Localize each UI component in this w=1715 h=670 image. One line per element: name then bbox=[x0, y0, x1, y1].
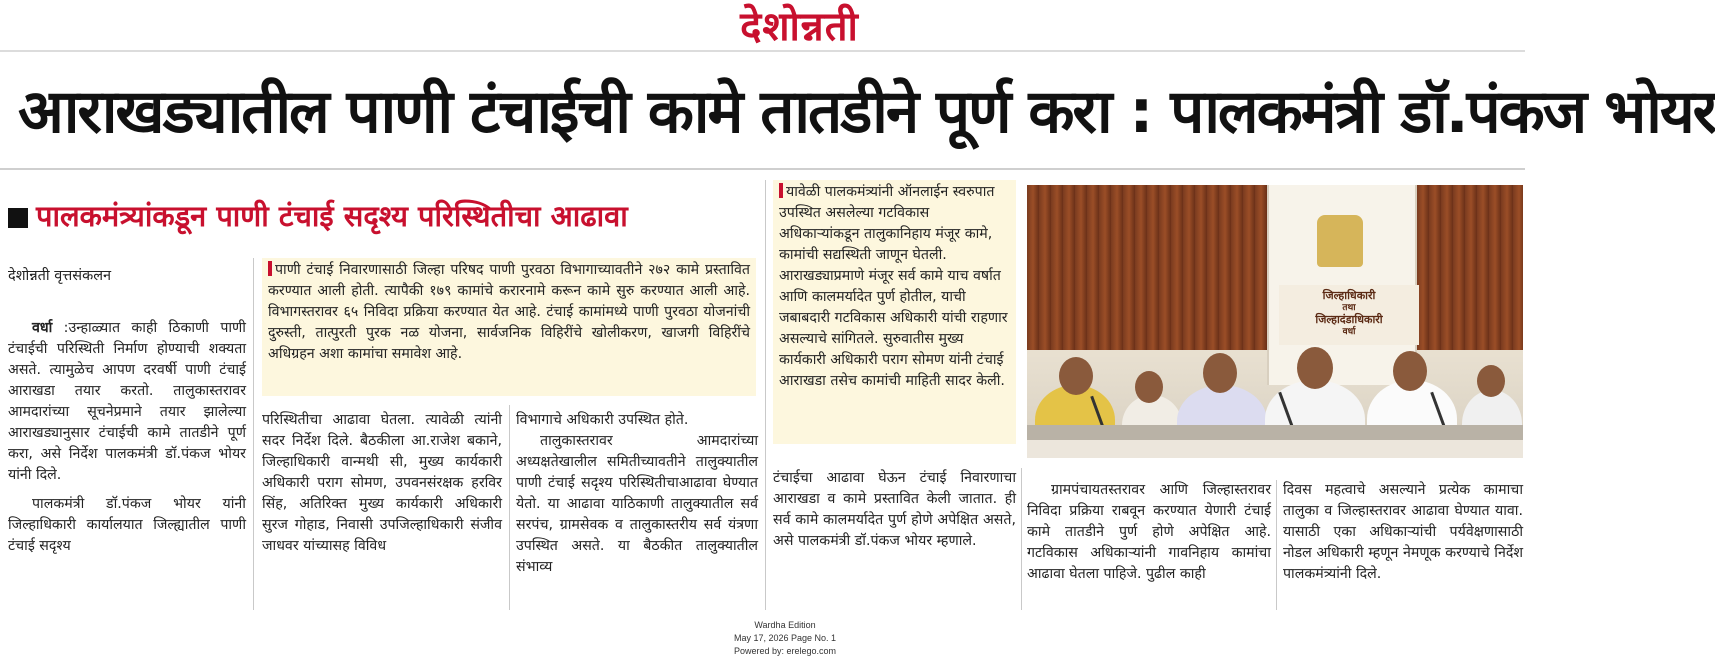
col5-paragraph: ग्रामपंचायतस्तरावर आणि जिल्हास्तरावर निविदा प्रक्रिया राबवून करण्यात येणारी टंचाई कामे तातडीने पुर्ण होणे अपेक्षित आहे. गटविकास अधिकाऱ्यांनी गावनिहाय कामांचा आढावा घेतला पाहिजे. पुढील काही bbox=[1027, 482, 1271, 582]
column-divider-5 bbox=[1276, 480, 1277, 610]
footer-powered[interactable]: Powered by: erelego.com bbox=[733, 646, 837, 656]
box1-text: पाणी टंचाई निवारणासाठी जिल्हा परिषद पाणी पुरवठा विभागाच्यावतीने २७२ कामे प्रस्तावित करण्यात आली होती. त्यापैकी १७९ कामांचे करारनामे करून कामे सुरु करण्यात आली आहे. विभागस्तरावर ६५ निविदा प्रक्रिया करण्यात येत आहे. टंचाई कामांमध्ये पाणी पुरवठा योजनांची दुरुस्ती, तात्पुरती पुरक नळ योजना, सार्वजनिक विहिरींचे खोलीकरण, खाजगी विहिरींचे अधिग्रहन अशा कामांचा समावेश आहे. bbox=[268, 262, 750, 362]
column-divider-4 bbox=[1021, 468, 1022, 610]
emblem-icon bbox=[1317, 215, 1363, 267]
nameplate-board bbox=[1279, 285, 1419, 345]
column-divider-3 bbox=[765, 180, 766, 610]
red-bar-icon bbox=[268, 261, 272, 276]
col1-p1-text: :उन्हाळ्यात काही ठिकाणी पाणी टंचाईची परिस्थिती निर्माण होण्याची शक्यता असते. त्यामुळेच आपण दरवर्षी पाणी टंचाई आराखडा तयार करतो. तालुकास्तरावर आमदारांच्या सूचनेप्रमाने तयार झालेल्या आराखड्यानुसार टंचाईची कामे तातडीने पूर्ण करा, असे निर्देश पालकमंत्री डॉ.पंकज भोयर यांनी दिले. bbox=[8, 320, 246, 483]
curtain-left bbox=[1027, 185, 1267, 350]
byline: देशोन्नती वृत्तसंकलन bbox=[8, 268, 112, 284]
footer-date-page: May 17, 2026 Page No. 1 bbox=[733, 633, 837, 643]
column-4 bbox=[773, 468, 1016, 552]
person-4-head bbox=[1297, 347, 1333, 389]
conference-table bbox=[1027, 440, 1523, 458]
column-divider-2 bbox=[509, 405, 510, 610]
column-6 bbox=[1283, 480, 1523, 585]
person-1-head bbox=[1059, 357, 1093, 395]
top-rule bbox=[0, 50, 1525, 52]
column-3 bbox=[516, 410, 758, 578]
highlight-box-1 bbox=[262, 258, 756, 396]
board-line-4: वर्धा bbox=[1342, 327, 1356, 337]
board-line-1: जिल्हाधिकारी bbox=[1322, 289, 1376, 302]
highlight-box-2 bbox=[773, 180, 1016, 444]
person-6-head bbox=[1477, 365, 1505, 397]
col3-paragraph-2: तालुकास्तरावर आमदारांच्या अध्यक्षतेखालील समितीच्यावतीने तालुक्यातील पाणी टंचाई सदृश्य परिस्थितीचाआढावा घेण्यात येतो. या आढावा याठिकाणी तालुक्यातील सर्व सरपंच, ग्रामसेवक व तालुकास्तरीय सर्व यंत्रणा उपस्थित असते. या बैठकीत तालुक्यातील संभाव्य bbox=[516, 433, 758, 575]
headline: आराखड्यातील पाणी टंचाईची कामे तातडीने पूर्ण करा : पालकमंत्री डॉ.पंकज भोयर bbox=[18, 77, 1715, 147]
person-3-head bbox=[1203, 353, 1237, 393]
col1-paragraph-1 bbox=[8, 318, 246, 486]
subheadline-text: पालकमंत्र्यांकडून पाणी टंचाई सदृश्य परिस्थितीचा आढावा bbox=[36, 199, 628, 233]
board-line-2: तथा bbox=[1342, 303, 1356, 313]
col3-paragraph-1: विभागाचे अधिकारी उपस्थित होते. bbox=[516, 412, 689, 428]
column-2 bbox=[262, 410, 502, 557]
footer-edition: Wardha Edition bbox=[754, 620, 816, 630]
dateline: वर्धा bbox=[32, 320, 53, 336]
column-5 bbox=[1027, 480, 1271, 585]
board-line-3: जिल्हादंडाधिकारी bbox=[1315, 313, 1383, 326]
masthead: देशोन्नती bbox=[740, 4, 859, 50]
meeting-photo bbox=[1027, 185, 1523, 458]
square-bullet-icon bbox=[8, 208, 28, 228]
subheadline bbox=[8, 194, 753, 238]
person-2-head bbox=[1135, 371, 1163, 403]
red-bar-icon bbox=[779, 183, 783, 198]
col1-paragraph-2: पालकमंत्री डॉ.पंकज भोयर यांनी जिल्हाधिकारी कार्यालयात जिल्ह्यातील पाणी टंचाई सदृश्य bbox=[8, 496, 246, 554]
box2-text: यावेळी पालकमंत्र्यांनी ऑनलाईन स्वरुपात उपस्थित असलेल्या गटविकास अधिकाऱ्यांकडून तालुकानिहाय मंजूर कामे, कामांची सद्यस्थिती जाणून घेतली. आराखड्याप्रमाणे मंजूर सर्व कामे याच वर्षात आणि कालमर्यादेत पुर्ण होतील, याची जबाबदारी गटविकास अधिकारी यांची राहणार असल्याचे सांगितले. सुरुवातीस मुख्य कार्यकारी अधिकारी पराग सोमण यांनी टंचाई आराखडा तसेच कामांची माहिती सादर केली. bbox=[779, 184, 1008, 389]
col4-paragraph: टंचाईचा आढावा घेऊन टंचाई निवारणाचा आराखडा व कामे प्रस्तावित केली जातात. ही सर्व कामे कालमर्यादेत पुर्ण होणे अपेक्षित असते, असे पालकमंत्री डॉ.पंकज भोयर म्हणाले. bbox=[773, 470, 1016, 549]
col6-paragraph: दिवस महत्वाचे असल्याने प्रत्येक कामाचा तालुका व जिल्हास्तरावर आढावा घेण्यात यावा. यासाठी एका अधिकाऱ्यांची पर्यवेक्षणासाठी नोडल अधिकारी म्हणून नेमणूक करण्याचे निर्देश पालकमंत्र्यांनी दिले. bbox=[1283, 482, 1523, 582]
column-1 bbox=[8, 318, 246, 557]
col2-paragraph: परिस्थितीचा आढावा घेतला. त्यावेळी त्यांनी सदर निर्देश दिले. बैठकीला आ.राजेश बकाने, जिल्हाधिकारी वान्मथी सी, मुख्य कार्यकारी अधिकारी पराग सोमण, उपवनसंरक्षक हरविर सिंह, अतिरिक्त मुख्य कार्यकारी अधिकारी सुरज गोहाड, निवासी उपजिल्हाधिकारी संजीव जाधवर यांच्यासह विविध bbox=[262, 412, 502, 554]
curtain-right bbox=[1417, 185, 1523, 350]
headline-rule bbox=[0, 168, 1525, 170]
column-divider-1 bbox=[253, 258, 254, 610]
person-5-head bbox=[1393, 351, 1427, 391]
